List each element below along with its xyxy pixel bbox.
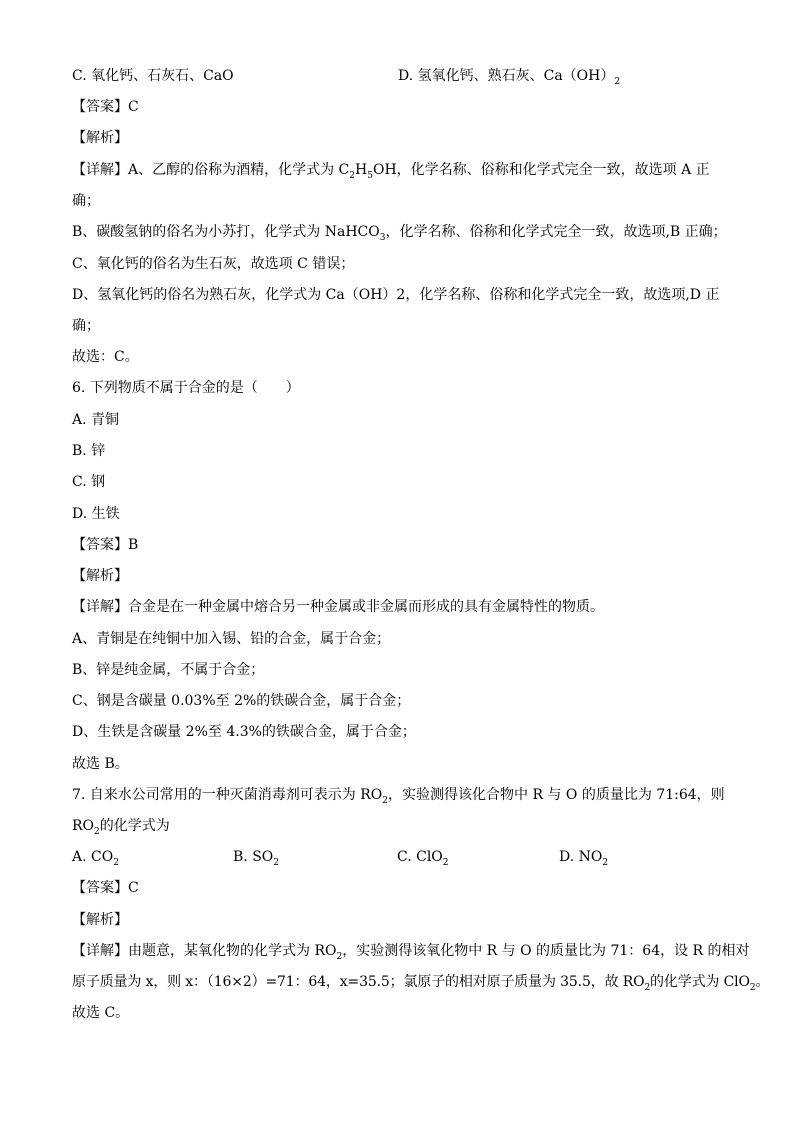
q5-detail-line-2: 确； [72,193,100,209]
q5-conclusion: 故选：C。 [72,349,139,365]
q6-line-a: A、青铜是在纯铜中加入锡、铅的合金，属于合金； [72,631,391,647]
q6-option-b: B. 锌 [72,443,106,459]
q6-line-c: C、钢是含碳量 0.03%至 2%的铁碳合金，属于合金； [72,693,411,709]
q5-option-c: C. 氧化钙、石灰石、CaO [72,68,234,84]
q7-option-d: D. $NO_2$ [559,849,609,868]
q7-answer: 【答案】C [72,880,139,896]
q6-detail: 【详解】合金是在一种金属中熔合另一种金属或非金属而形成的具有金属特性的物质。 [72,599,604,615]
q7-stem-line-1: 7. 自来水公司常用的一种灭菌消毒剂可表示为 $RO_2$，实验测得该化合物中 R 与 O 的质量比为 71:64，则 [72,787,725,806]
q6-stem: 6. 下列物质不属于合金的是（ ） [72,380,300,396]
q7-option-a: A. $CO_2$ [72,849,119,868]
q6-option-d: D. 生铁 [72,506,120,522]
q6-line-d: D、生铁是含碳量 2%至 4.3%的铁碳合金，属于合金； [72,724,416,740]
q5-detail-line-3: B、碳酸氢钠的俗名为小苏打，化学式为 NaHCO$_3$，化学名称、俗称和化学式完全一致，故选项,B 正确； [72,224,727,243]
q7-conclusion: 故选 C。 [72,1005,130,1021]
q7-detail-line-1: 【详解】由题意，某氧化物的化学式为 $RO_2$，实验测得该氧化物中 R 与 O 的质量比为 71：64，设 R 的相对 [72,943,750,962]
q7-option-c: C. ClO$_2$ [397,849,449,868]
q6-answer: 【答案】B [72,537,139,553]
q5-analysis-heading: 【解析】 [72,130,128,146]
q6-line-b: B、锌是纯金属，不属于合金； [72,662,265,678]
q5-detail-line-6: 确； [72,318,100,334]
q6-option-a: A. 青铜 [72,412,120,428]
q7-detail-line-2: 原子质量为 x，则 x：（16×2）=71：64，x=35.5；氯原子的相对原子质量为 35.5，故 $RO_2$的化学式为 ClO$_2$。 [72,974,770,993]
q5-option-d: D. 氢氧化钙、熟石灰、$Ca(OH)_2$ [398,68,621,87]
q5-detail-line-4: C、氧化钙的俗名为生石灰，故选项 C 错误； [72,256,355,272]
q7-stem-line-2: $RO_2$的化学式为 [72,818,170,837]
q7-analysis-heading: 【解析】 [72,912,128,928]
q6-option-c: C. 钢 [72,474,106,490]
q5-answer: 【答案】C [72,99,139,115]
q7-option-b: B. $SO_2$ [233,849,279,868]
q6-conclusion: 故选 B。 [72,756,129,772]
q5-detail-line-1: 【详解】A、乙醇的俗称为酒精，化学式为 $C_2H_5OH$，化学名称、俗称和化学式完全一致，故选项 A 正 [72,162,710,181]
q5-detail-line-5: D、氢氧化钙的俗名为熟石灰，化学式为 Ca（OH）2，化学名称、俗称和化学式完全一致，故选项,D 正 [72,287,720,303]
q6-analysis-heading: 【解析】 [72,568,128,584]
